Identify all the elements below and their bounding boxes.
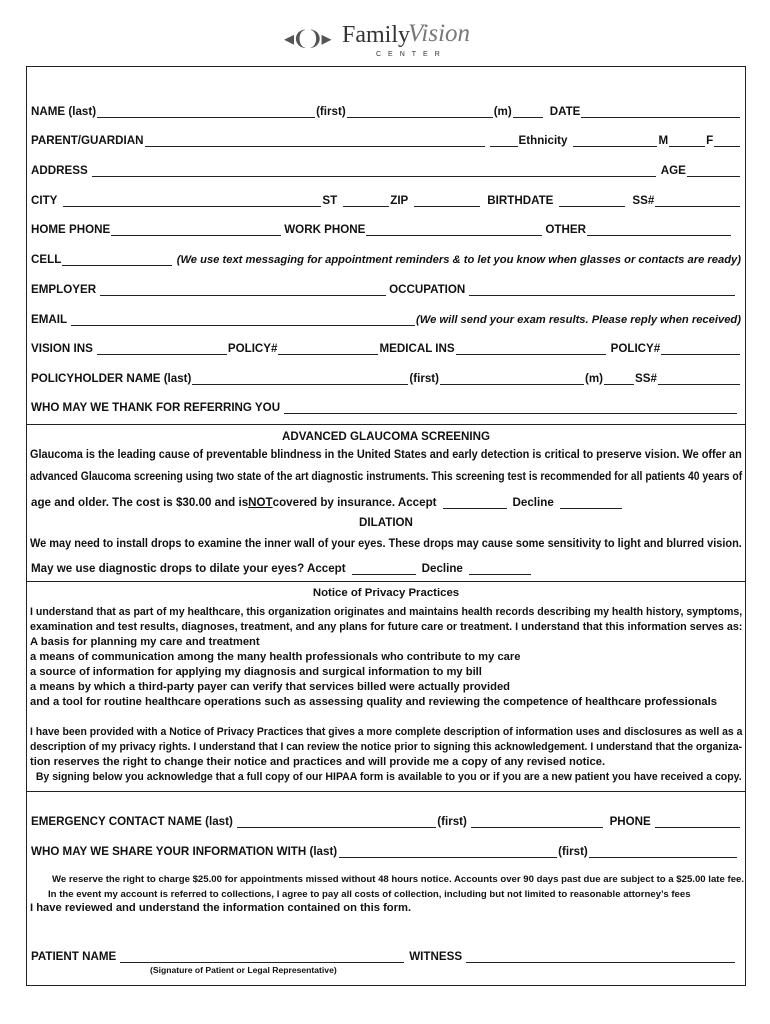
ssn-field[interactable] bbox=[655, 195, 740, 207]
fee-notice: We reserve the right to charge $25.00 for appointments missed without 48 hours notice. Accounts over 90 days past due are subject to a $25.00 late fee. bbox=[52, 874, 745, 885]
dilation-line-1: We may need to install drops to examine the inner wall of your eyes. These drops may cause some sensitivity to light and blurred vision. bbox=[30, 538, 742, 550]
privacy-line: a means of communication among the many health professionals who contribute to my care bbox=[30, 651, 521, 663]
privacy-line: a means by which a third-party payer can verify that services billed were actually provided bbox=[30, 681, 511, 693]
work-phone-field[interactable] bbox=[366, 224, 542, 236]
signature-note: (Signature of Patient or Legal Representative) bbox=[150, 965, 337, 975]
dilation-title: DILATION bbox=[359, 516, 413, 529]
eye-logo-icon: ◂❨❩▸ bbox=[284, 28, 330, 50]
ethnicity-field-pre[interactable] bbox=[490, 135, 518, 147]
privacy-title: Notice of Privacy Practices bbox=[312, 587, 460, 599]
privacy-line: examination and test results, diagnoses, treatment, and any plans for future care or treatment. I understand that this information serves as: bbox=[30, 621, 743, 633]
state-field[interactable] bbox=[343, 195, 389, 207]
occupation-field[interactable] bbox=[469, 284, 735, 296]
policyholder-first-field[interactable] bbox=[440, 373, 584, 385]
first-name-field[interactable] bbox=[347, 106, 493, 118]
address-row: ADDRESS AGE bbox=[31, 159, 741, 177]
parent-row: PARENT/GUARDIAN Ethnicity M F bbox=[31, 129, 741, 147]
cell-row: CELL (We use text messaging for appointment reminders & to let you know when glasses or contacts are ready) bbox=[31, 253, 741, 266]
last-name-field[interactable] bbox=[97, 106, 315, 118]
female-field[interactable] bbox=[714, 135, 740, 147]
policyholder-last-field[interactable] bbox=[192, 373, 408, 385]
referral-field[interactable] bbox=[284, 402, 737, 414]
privacy-list bbox=[30, 605, 742, 710]
logo-vision-text: Vision bbox=[408, 20, 471, 47]
privacy-line: a source of information for applying my diagnosis and surgical information to my bill bbox=[30, 666, 482, 678]
emergency-first-field[interactable] bbox=[471, 816, 603, 828]
policyholder-middle-field[interactable] bbox=[604, 373, 634, 385]
other-phone-field[interactable] bbox=[587, 224, 731, 236]
glaucoma-line-1: Glaucoma is the leading cause of preventable blindness in the United States and early detection is critical to preserve vision. We offer an bbox=[30, 449, 742, 461]
witness-signature-field[interactable] bbox=[466, 951, 735, 963]
share-info-row: WHO MAY WE SHARE YOUR INFORMATION WITH (last) (first) bbox=[31, 840, 741, 858]
privacy-line: I understand that as part of my healthcare, this organization originates and maintains health records describing my health history, symptoms, bbox=[30, 606, 743, 618]
insurance-row: VISION INS POLICY# MEDICAL INS POLICY# bbox=[31, 337, 741, 355]
referral-row: WHO MAY WE THANK FOR REFERRING YOU bbox=[31, 396, 741, 414]
glaucoma-line-2: advanced Glaucoma screening using two state of the art diagnostic instruments. This screening test is recommended for all patients 40 years of bbox=[30, 471, 743, 483]
emergency-contact-row: EMERGENCY CONTACT NAME (last) (first) PHONE bbox=[31, 810, 741, 828]
policyholder-ssn-field[interactable] bbox=[658, 373, 740, 385]
collections-notice: In the event my account is referred to collections, I agree to pay all costs of collection, including but not limited to reasonable attorney’s fees bbox=[48, 889, 691, 900]
parent-field[interactable] bbox=[145, 135, 485, 147]
phone-row: HOME PHONE WORK PHONE OTHER bbox=[31, 218, 741, 236]
home-phone-field[interactable] bbox=[111, 224, 281, 236]
ethnicity-field[interactable] bbox=[573, 135, 657, 147]
glaucoma-accept-field[interactable] bbox=[443, 497, 507, 509]
family-vision-logo bbox=[284, 20, 474, 62]
zip-field[interactable] bbox=[414, 195, 480, 207]
reviewed-statement: I have reviewed and understand the information contained on this form. bbox=[30, 902, 412, 914]
address-field[interactable] bbox=[92, 165, 656, 177]
glaucoma-accept-row: age and older. The cost is $30.00 and is NOT covered by insurance. Accept Decline bbox=[31, 491, 741, 509]
privacy-ack-line: description of my privacy rights. I understand that I can review the notice prior to signing this acknowledgement. I understand that the organiza- bbox=[30, 741, 743, 753]
share-first-field[interactable] bbox=[589, 846, 737, 858]
email-field[interactable] bbox=[71, 314, 415, 326]
cell-phone-field[interactable] bbox=[62, 254, 171, 266]
name-row: NAME (last) (first) (m) DATE bbox=[31, 100, 741, 118]
emergency-last-field[interactable] bbox=[237, 816, 436, 828]
logo-family-text: Family bbox=[342, 22, 411, 48]
employer-row: EMPLOYER OCCUPATION bbox=[31, 278, 741, 296]
dilation-accept-field[interactable] bbox=[352, 563, 416, 575]
dilation-decline-field[interactable] bbox=[469, 563, 531, 575]
share-last-field[interactable] bbox=[339, 846, 557, 858]
dilation-accept-row: May we use diagnostic drops to dilate your eyes? Accept Decline bbox=[31, 557, 741, 575]
male-field[interactable] bbox=[669, 135, 705, 147]
privacy-ack-line: By signing below you acknowledge that a full copy of our HIPAA form is available to you or if you are a new patient you have received a copy. bbox=[30, 771, 742, 783]
city-field[interactable] bbox=[63, 195, 321, 207]
middle-initial-field[interactable] bbox=[513, 106, 543, 118]
privacy-ack bbox=[30, 725, 742, 785]
privacy-line: and a tool for routine healthcare operations such as assessing quality and reviewing the competence of healthcare professionals bbox=[30, 696, 717, 708]
emergency-phone-field[interactable] bbox=[655, 816, 740, 828]
logo-center-text: CENTER bbox=[376, 51, 447, 58]
signature-row: PATIENT NAME WITNESS bbox=[31, 945, 741, 963]
privacy-ack-line: I have been provided with a Notice of Privacy Practices that gives a more complete description of information uses and disclosures as well as a bbox=[30, 726, 743, 738]
city-row: CITY ST ZIP BIRTHDATE SS# bbox=[31, 189, 741, 207]
employer-field[interactable] bbox=[100, 284, 386, 296]
privacy-line: A basis for planning my care and treatment bbox=[30, 636, 260, 648]
age-field[interactable] bbox=[687, 165, 740, 177]
medical-policy-field[interactable] bbox=[661, 343, 740, 355]
privacy-ack-line: tion reserves the right to change their notice and practices and will provide me a copy of any revised notice. bbox=[30, 756, 606, 768]
vision-ins-field[interactable] bbox=[97, 343, 227, 355]
patient-signature-field[interactable] bbox=[120, 951, 404, 963]
medical-ins-field[interactable] bbox=[456, 343, 606, 355]
date-field[interactable] bbox=[581, 106, 740, 118]
policyholder-row: POLICYHOLDER NAME (last) (first) (m) SS# bbox=[31, 367, 741, 385]
birthdate-field[interactable] bbox=[559, 195, 625, 207]
glaucoma-decline-field[interactable] bbox=[560, 497, 622, 509]
glaucoma-title: ADVANCED GLAUCOMA SCREENING bbox=[281, 430, 491, 443]
vision-policy-field[interactable] bbox=[278, 343, 378, 355]
email-row: EMAIL (We will send your exam results. Please reply when received) bbox=[31, 313, 741, 326]
